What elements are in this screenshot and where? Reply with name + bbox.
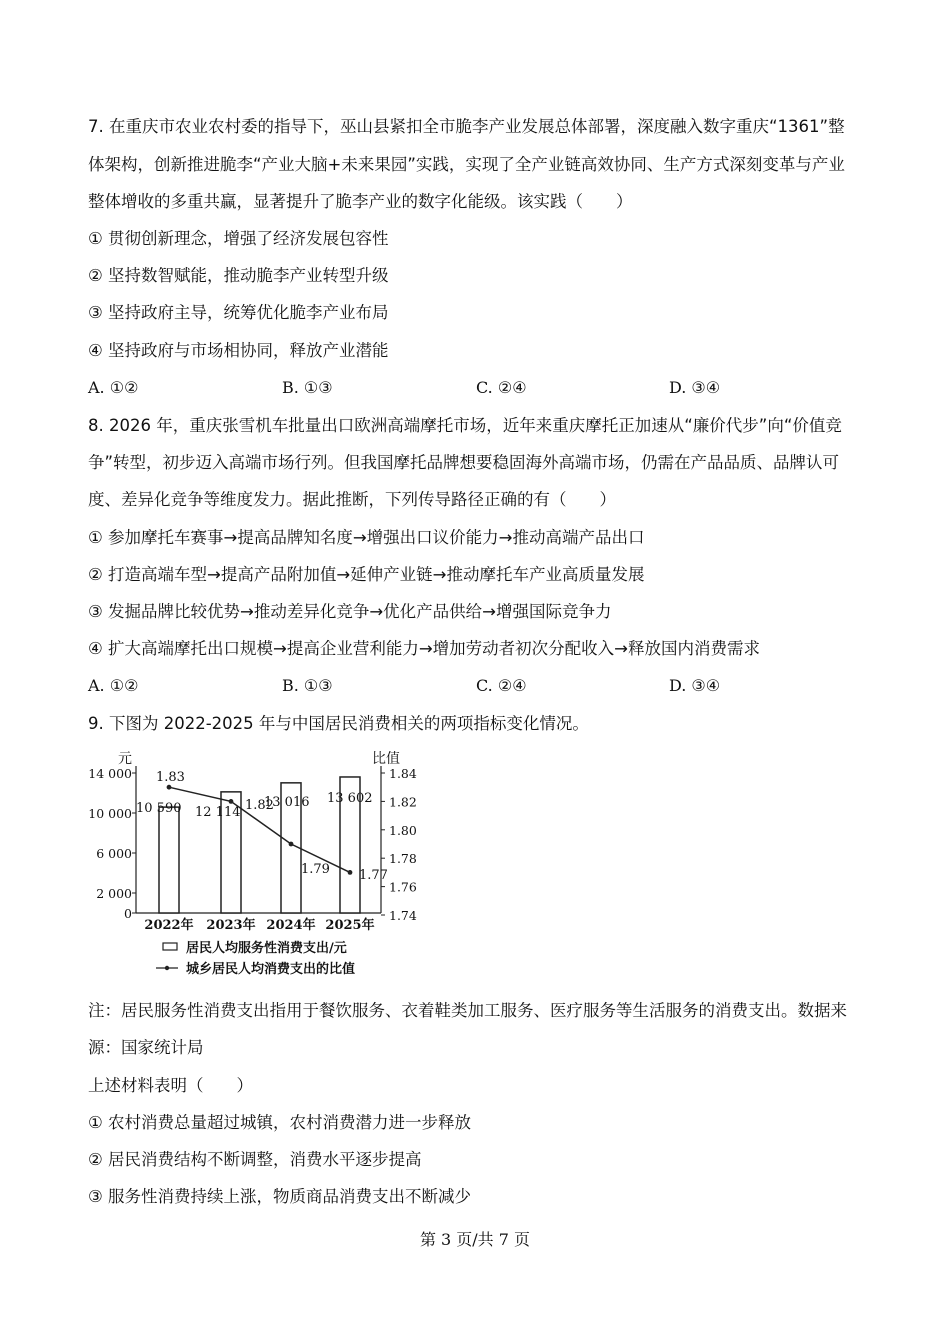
left-tick-label: 2 000 [96,886,132,901]
right-tick-label: 1.84 [389,766,417,781]
q8-option-c[interactable]: C. ②④ [476,676,527,695]
q7-option-b[interactable]: B. ①③ [282,378,333,397]
bar-service-consumption [159,807,179,913]
q7-stem-line-1: 7. 在重庆市农业农村委的指导下，巫山县紧扣全市脆李产业发展总体部署，深度融入数字重庆“1361”整 [88,117,845,136]
right-tick-label: 1.82 [389,794,417,810]
q9-item-2: ② 居民消费结构不断调整，消费水平逐步提高 [88,1150,422,1169]
q9-note-line-2: 源：国家统计局 [88,1038,204,1057]
bar-value-label: 13 016 [264,795,310,810]
ratio-value-label: 1.82 [245,798,274,813]
q8-item-3: ③ 发掘品牌比较优势→推动差异化竞争→优化产品供给→增强国际竞争力 [88,602,612,621]
right-tick-label: 1.80 [389,822,417,838]
legend-bar-swatch [163,943,177,950]
q7-item-2: ② 坚持数智赋能，推动脆李产业转型升级 [88,266,389,285]
x-category-label: 2025年 [325,918,375,933]
q8-option-d[interactable]: D. ③④ [669,676,721,695]
q8-stem-line-3: 度、差异化竞争等维度发力。据此推断，下列传导路径正确的有（ ） [88,490,616,509]
q9-stem-line-1: 9. 下图为 2022-2025 年与中国居民消费相关的两项指标变化情况。 [88,714,589,733]
bar-value-label: 12 114 [195,805,241,820]
right-tick-label: 1.78 [389,851,417,867]
q8-item-2: ② 打造高端车型→提高产品附加值→延伸产业链→推动摩托车产业高质量发展 [88,565,645,584]
bar-value-label: 13 602 [327,791,373,806]
legend-line-label: 城乡居民人均消费支出的比值 [186,962,356,977]
q8-stem-line-1: 8. 2026 年，重庆张雪机车批量出口欧洲高端摩托市场，近年来重庆摩托正加速从“廉价代步”向“价值竞 [88,416,842,435]
consumption-chart [88,746,424,984]
legend-bar-label: 居民人均服务性消费支出/元 [186,941,347,956]
q7-item-4: ④ 坚持政府与市场相协同，释放产业潜能 [88,341,389,360]
right-tick-label: 1.76 [389,879,417,895]
q7-stem-line-3: 整体增收的多重共赢，显著提升了脆李产业的数字化能级。该实践（ ） [88,192,633,211]
q8-stem-line-2: 争”转型，初步迈入高端市场行列。但我国摩托品牌想要稳固海外高端市场，仍需在产品品质、品牌认可 [88,453,840,472]
x-category-label: 2022年 [144,918,194,933]
ratio-point [167,785,172,790]
q9-note-line-1: 注：居民服务性消费支出指用于餐饮服务、衣着鞋类加工服务、医疗服务等生活服务的消费支出。数据来 [88,1001,847,1020]
q8-item-1: ① 参加摩托车赛事→提高品牌知名度→增强出口议价能力→推动高端产品出口 [88,528,645,547]
q8-option-b[interactable]: B. ①③ [282,676,333,695]
right-axis-unit: 比值 [372,751,400,767]
left-axis-unit: 元 [118,751,132,767]
ratio-point [289,842,294,847]
ratio-value-label: 1.79 [301,862,330,877]
q7-stem-line-2: 体架构，创新推进脆李“产业大脑+未来果园”实践，实现了全产业链高效协同、生产方式深刻变革与产业 [88,155,845,174]
q7-option-c[interactable]: C. ②④ [476,378,527,397]
left-tick-label: 0 [124,906,132,921]
q7-option-d[interactable]: D. ③④ [669,378,721,397]
x-category-label: 2023年 [206,918,256,933]
q9-item-1: ① 农村消费总量超过城镇，农村消费潜力进一步释放 [88,1113,472,1132]
x-category-label: 2024年 [266,918,316,933]
q8-item-4: ④ 扩大高端摩托出口规模→提高企业营利能力→增加劳动者初次分配收入→释放国内消费需求 [88,639,761,658]
q9-item-3: ③ 服务性消费持续上涨，物质商品消费支出不断减少 [88,1187,472,1206]
left-tick-label: 14 000 [88,766,132,781]
q7-item-3: ③ 坚持政府主导，统筹优化脆李产业布局 [88,303,389,322]
left-tick-label: 10 000 [88,806,132,821]
ratio-point [348,870,353,875]
ratio-value-label: 1.83 [156,770,185,785]
right-tick-label: 1.74 [389,908,417,923]
ratio-value-label: 1.77 [359,868,388,883]
q9-question-stem: 上述材料表明（ ） [88,1076,253,1095]
legend-line-marker [165,966,169,970]
q8-option-a[interactable]: A. ①② [88,676,139,695]
left-tick-label: 6 000 [96,846,132,861]
q7-option-a[interactable]: A. ①② [88,378,139,397]
ratio-point [229,799,234,804]
page-number-footer: 第 3 页/共 7 页 [419,1230,531,1249]
q7-item-1: ① 贯彻创新理念，增强了经济发展包容性 [88,229,389,248]
bar-value-label: 10 590 [136,801,182,816]
